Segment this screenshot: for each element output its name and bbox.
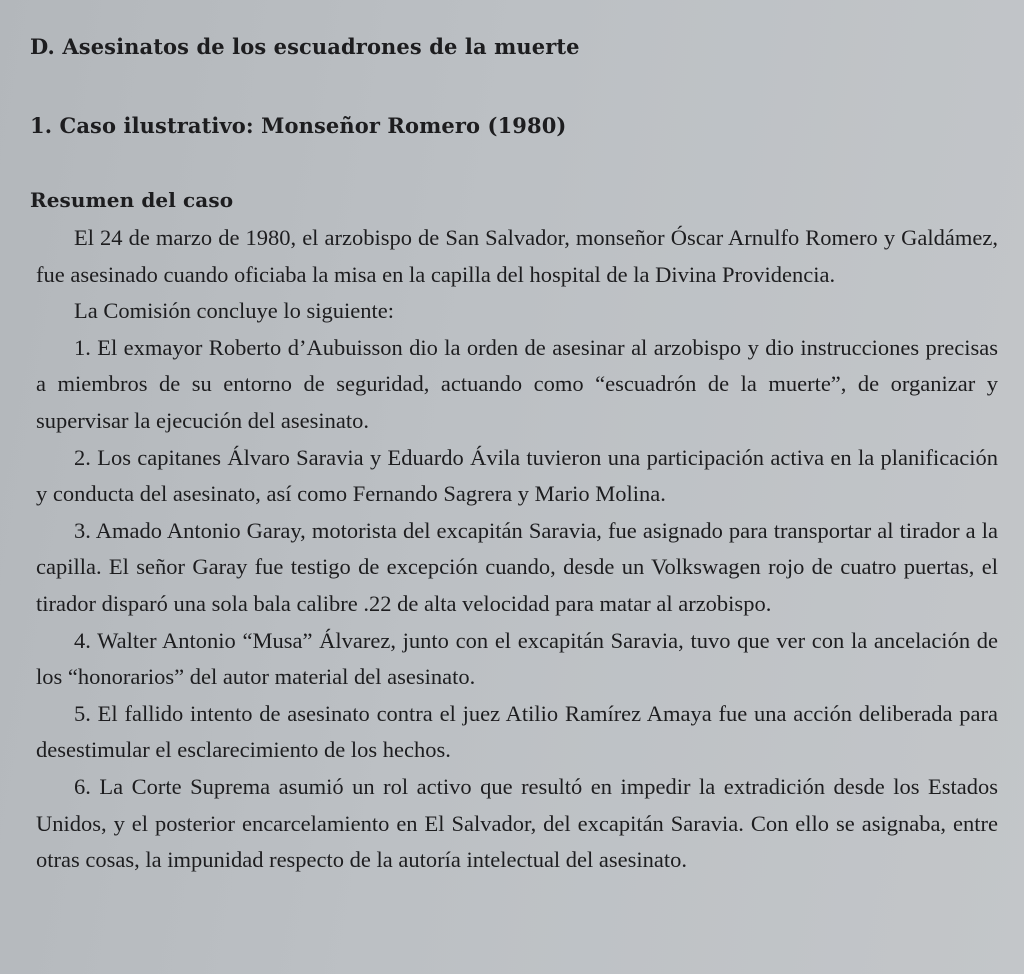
case-heading: 1. Caso ilustrativo: Monseñor Romero (1980): [30, 113, 567, 138]
section-heading: D. Asesinatos de los escuadrones de la muerte: [30, 34, 580, 59]
paragraph-finding-4: 4. Walter Antonio “Musa” Álvarez, junto con el excapitán Saravia, tuvo que ver con la ancelación de los “honorarios” del autor material del asesinato.: [36, 627, 998, 690]
summary-heading: Resumen del caso: [30, 188, 234, 212]
paragraph-finding-1: 1. El exmayor Roberto d’Aubuisson dio la orden de asesinar al arzobispo y dio instrucciones precisas a miembros de su entorno de seguridad, actuando como “escuadrón de la muerte”, de organizar y supervisar la ejecución del asesinato.: [36, 334, 998, 433]
paragraph-finding-5: 5. El fallido intento de asesinato contra el juez Atilio Ramírez Amaya fue una acción deliberada para desestimular el esclarecimiento de los hechos.: [36, 700, 998, 763]
paragraph-finding-2: 2. Los capitanes Álvaro Saravia y Eduardo Ávila tuvieron una participación activa en la planificación y conducta del asesinato, así como Fernando Sagrera y Mario Molina.: [36, 444, 998, 507]
paragraph-conclusion-lead: La Comisión concluye lo siguiente:: [74, 298, 394, 324]
case-summary-body: [36, 220, 998, 879]
paragraph-finding-3: 3. Amado Antonio Garay, motorista del excapitán Saravia, fue asignado para transportar al tirador a la capilla. El señor Garay fue testigo de excepción cuando, desde un Volkswagen rojo de cuatro puertas, el tirador disparó una sola bala calibre .22 de alta velocidad para matar al arzobispo.: [36, 517, 998, 616]
paragraph-intro: El 24 de marzo de 1980, el arzobispo de San Salvador, monseñor Óscar Arnulfo Romero y Galdámez, fue asesinado cuando oficiaba la misa en la capilla del hospital de la Divina Providencia.: [36, 225, 998, 287]
paragraph-finding-6: 6. La Corte Suprema asumió un rol activo que resultó en impedir la extradición desde los Estados Unidos, y el posterior encarcelamiento en El Salvador, del excapitán Saravia. Con ello se asignaba, entre otras cosas, la impunidad respecto de la autoría intelectual del asesinato.: [36, 773, 998, 873]
